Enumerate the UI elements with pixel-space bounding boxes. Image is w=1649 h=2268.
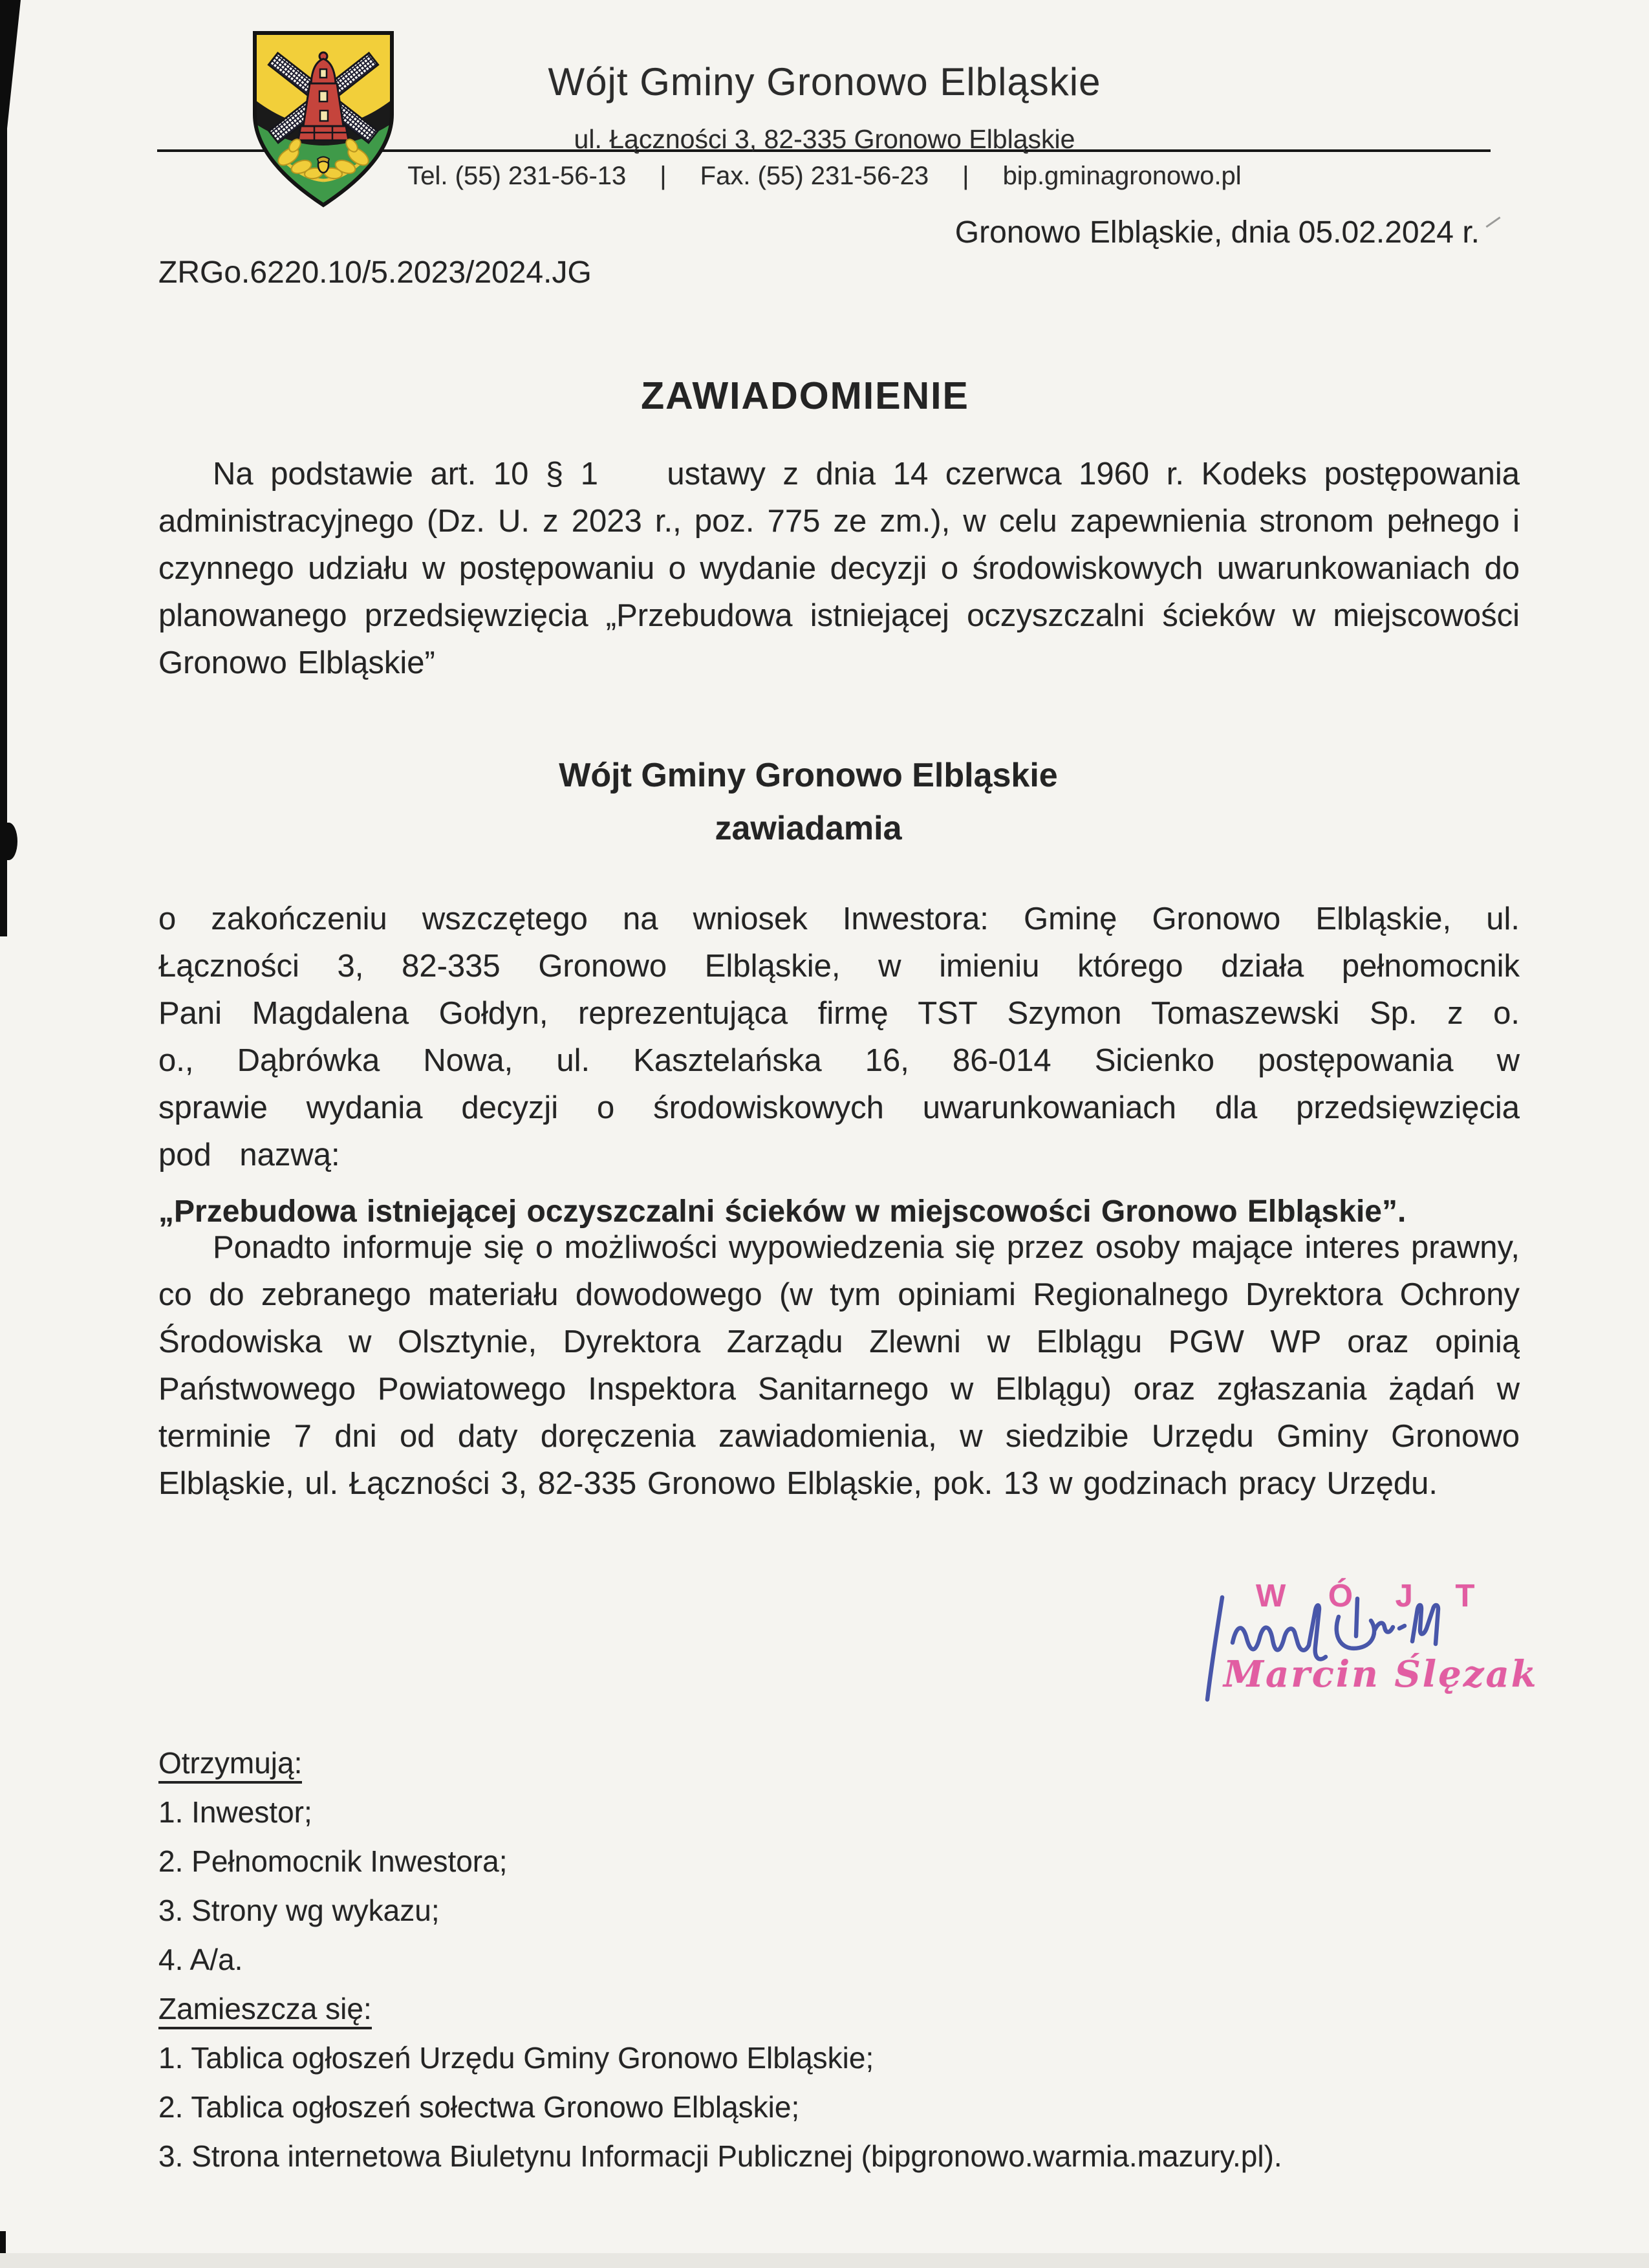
recipient-item: 2. Pełnomocnik Inwestora;	[158, 1844, 508, 1878]
stamp-title-wojt: W Ó J T	[1256, 1579, 1492, 1614]
phone-number: Tel. (55) 231-56-13	[407, 162, 627, 190]
contact-separator-2: |	[962, 162, 969, 190]
subheading-line-office: Wójt Gminy Gronowo Elbląskie	[559, 757, 1058, 794]
fax-number: Fax. (55) 231-56-23	[700, 162, 929, 190]
posting-item: 1. Tablica ogłoszeń Urzędu Gminy Gronowo Elbląskie;	[158, 2041, 874, 2075]
paragraph-legal-basis: Na podstawie art. 10 § 1 ustawy z dnia 14 czerwca 1960 r. Kodeks postępowania administracyjnego (Dz. U. z 2023 r., poz. 775 ze zm.), w celu zapewnienia stronom pełnego i czynnego udziału w postępowaniu o wydanie decyzji o środowiskowych uwarunkowaniach do planowanego przedsięwzięcia „Przebudowa istniejącej oczyszczalni ścieków w miejscowości Gronowo Elbląskie”	[158, 457, 1520, 680]
subheading-announcer	[0, 749, 1617, 855]
recipients-heading: Otrzymują:	[158, 1738, 1520, 1787]
scan-artifact-pen-tick	[1485, 217, 1500, 228]
recipient-item: 4. A/a.	[158, 1943, 243, 1976]
letterhead-address: ul. Łączności 3, 82-335 Gronowo Elbląskie	[574, 124, 1075, 154]
project-name-bold: „Przebudowa istniejącej oczyszczalni ścieków w miejscowości Gronowo Elbląskie”.	[158, 1194, 1406, 1229]
document-title: ZAWIADOMIENIE	[641, 374, 969, 417]
stamp-name-signer: Marcin Ślęzak	[1223, 1653, 1538, 1696]
posting-item: 3. Strona internetowa Biuletynu Informacji Publicznej (bipgronowo.warmia.mazury.pl).	[158, 2139, 1282, 2173]
case-reference-number: ZRGo.6220.10/5.2023/2024.JG	[158, 255, 592, 290]
scan-artifact-bottom-shade	[0, 2253, 1649, 2268]
subheading-line-verb: zawiadamia	[715, 810, 902, 847]
place-and-date: Gronowo Elbląskie, dnia 05.02.2024 r.	[954, 215, 1480, 250]
letterhead-office-name: Wójt Gminy Gronowo Elbląskie	[548, 60, 1101, 103]
distribution-section	[158, 1738, 1520, 2181]
recipient-item: 3. Strony wg wykazu;	[158, 1894, 440, 1927]
posting-item: 2. Tablica ogłoszeń sołectwa Gronowo Elbląskie;	[158, 2090, 800, 2124]
contact-separator-1: |	[660, 162, 667, 190]
paragraph-proceedings: o zakończeniu wszczętego na wniosek Inwestora: Gminę Gronowo Elbląskie, ul. Łączności 3, 82-335 Gronowo Elbląskie, w imieniu którego działa pełnomocnik Pani Magdalena Gołdyn, reprezentująca firmę TST Szymon Tomaszewski Sp. z o. o., Dąbrówka Nowa, ul. Kasztelańska 16, 86-014 Sicienko postępowania w sprawie wydania decyzji o środowiskowych uwarunkowaniach dla przedsięwzięcia pod nazwą:	[158, 902, 1520, 1172]
recipient-item: 1. Inwestor;	[158, 1795, 312, 1829]
paragraph-proceedings-block	[158, 896, 1520, 1235]
website-address: bip.gminagronowo.pl	[1002, 162, 1242, 190]
letterhead-contact-line	[0, 162, 1649, 191]
posting-heading: Zamieszcza się:	[158, 1984, 1520, 2033]
paragraph-information: Ponadto informuje się o możliwości wypowiedzenia się przez osoby mające interes prawny, co do zebranego materiału dowodowego (w tym opiniami Regionalnego Dyrektora Ochrony Środowiska w Olsztynie, Dyrektora Zarządu Zlewni w Elblągu PGW WP oraz opinią Państwowego Powiatowego Inspektora Sanitarnego w Elblągu) oraz zgłaszania żądań w terminie 7 dni od daty doręczenia zawiadomienia, w siedzibie Urzędu Gminy Gronowo Elbląskie, ul. Łączności 3, 82-335 Gronowo Elbląskie, pok. 13 w godzinach pracy Urzędu.	[158, 1230, 1520, 1501]
